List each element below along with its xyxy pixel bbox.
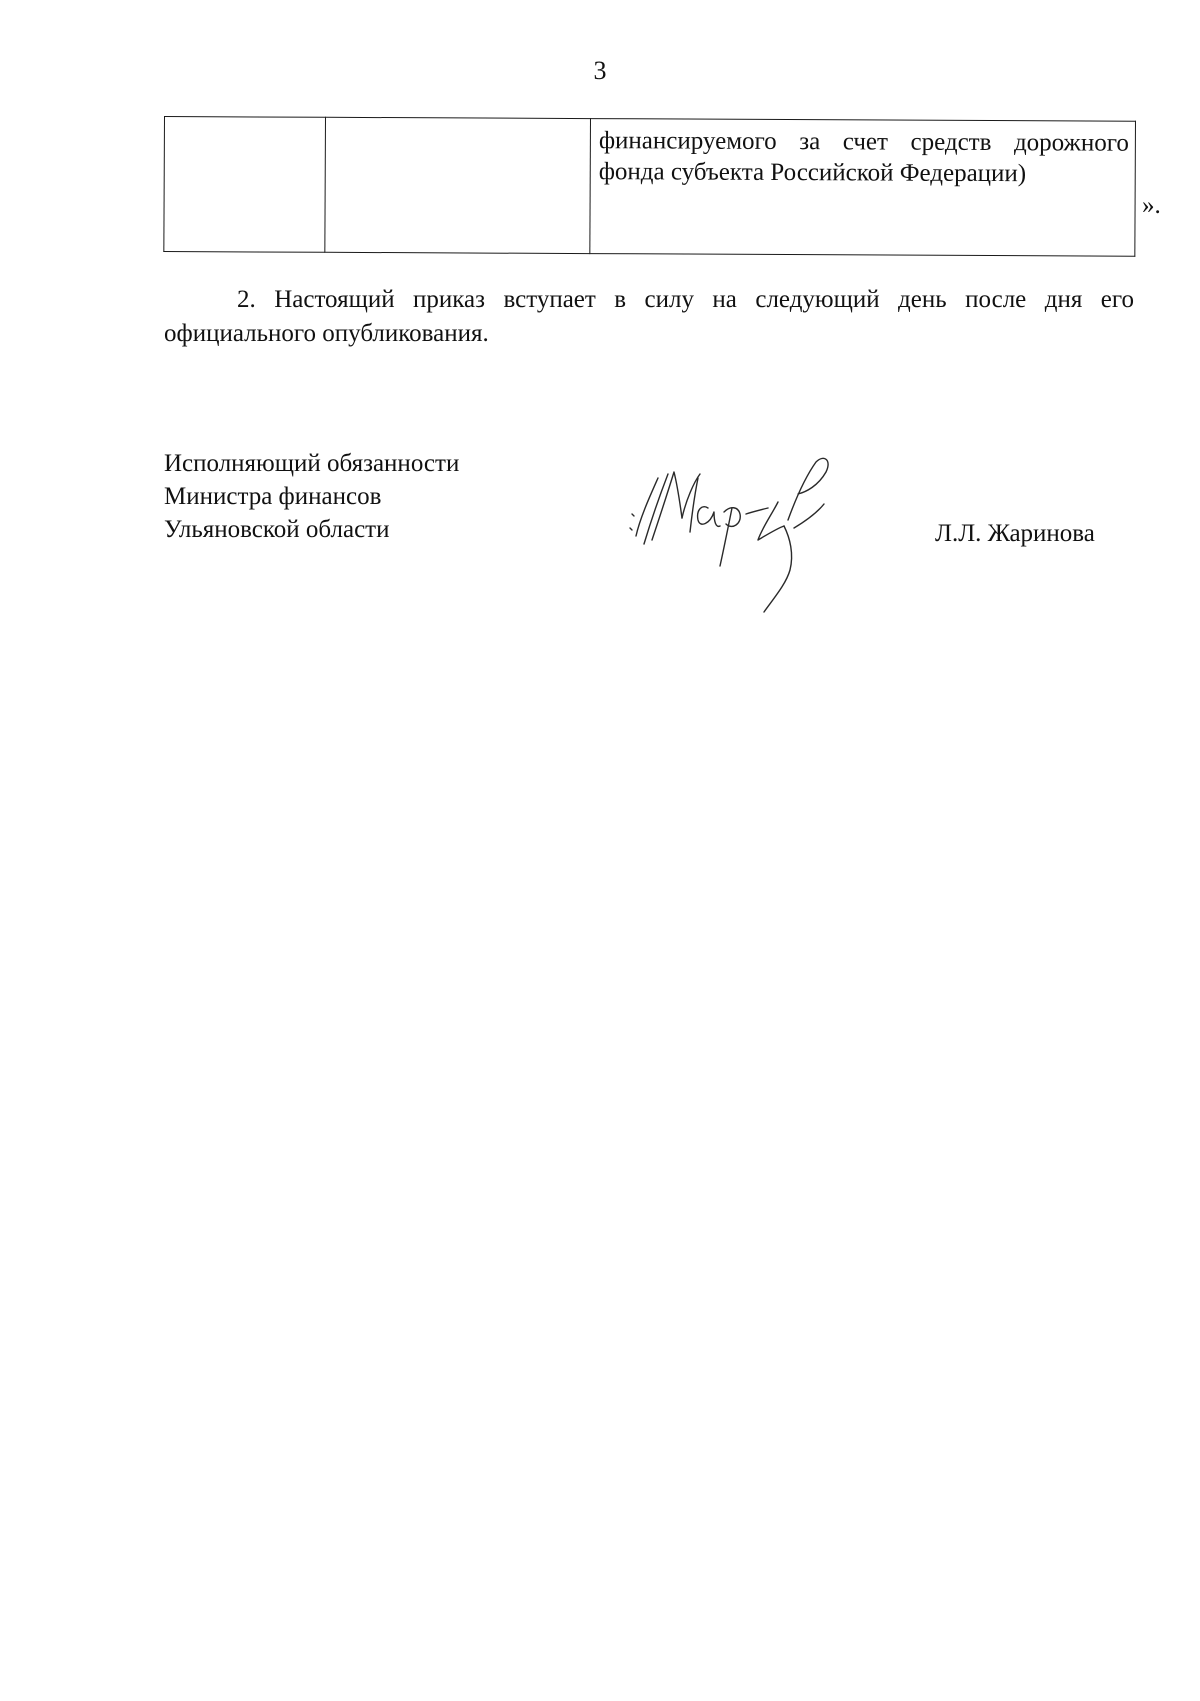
table-cell-description: финансируемого за счет средств дорожного фонда субъекта Российской Федерации) <box>590 119 1136 257</box>
closing-quote: ». <box>1142 192 1161 219</box>
handwritten-signature <box>628 448 898 628</box>
signatory-name: Л.Л. Жаринова <box>935 520 1095 547</box>
paragraph-2: 2. Настоящий приказ вступает в силу на следующий день после дня его официального опубликования. <box>164 286 1134 347</box>
signatory-title <box>164 447 459 546</box>
table-cell-code <box>325 117 591 253</box>
continuation-table <box>164 116 1136 252</box>
table <box>163 116 1136 257</box>
page-number: 3 <box>593 56 607 85</box>
table-cell-number <box>164 117 326 253</box>
table-row <box>164 117 1136 257</box>
signature-strokes <box>630 458 828 612</box>
signatory-title-line: Ульяновской области <box>164 516 390 543</box>
signatory-title-line: Министра финансов <box>164 483 382 510</box>
signatory-title-line: Исполняющий обязанности <box>164 450 460 477</box>
